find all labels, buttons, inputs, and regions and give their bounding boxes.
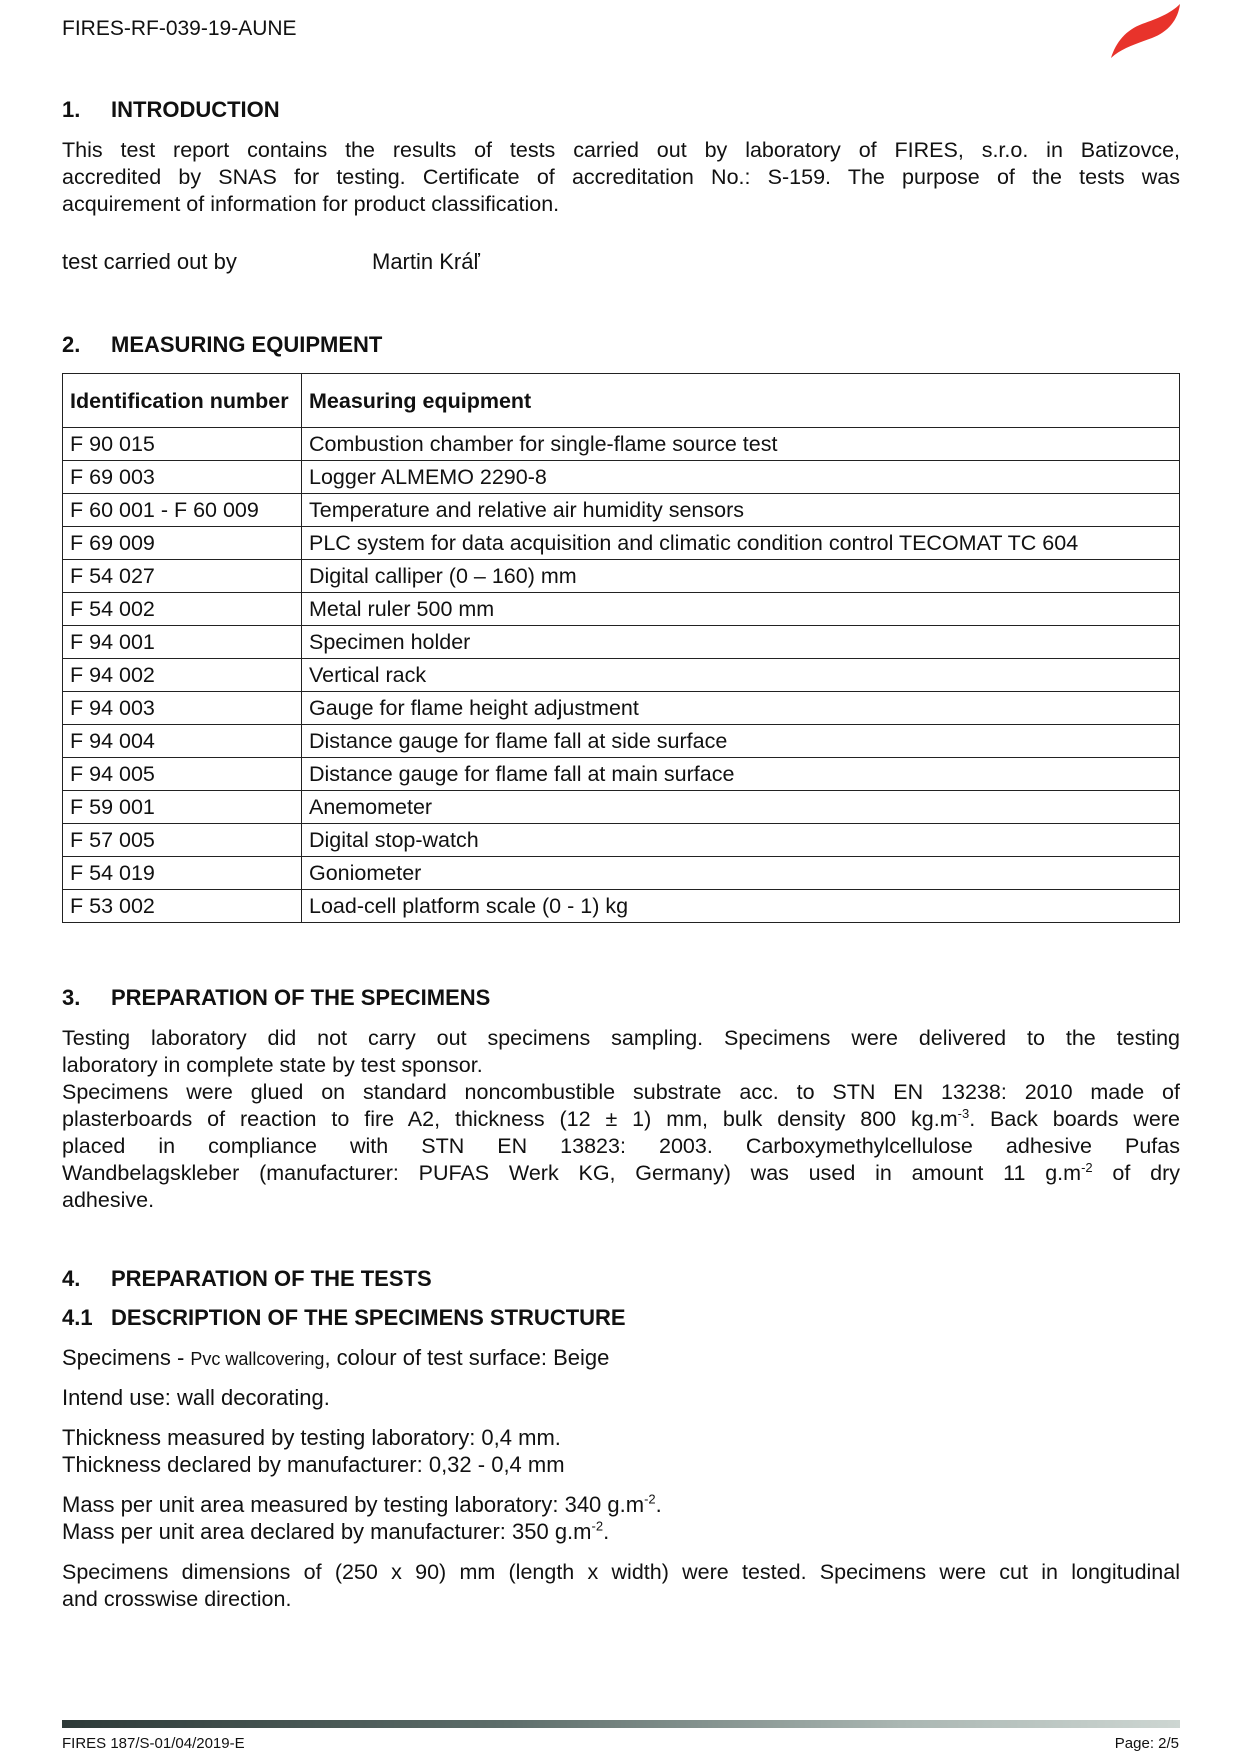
- table-row: [63, 857, 1180, 890]
- document-id: FIRES-RF-039-19-AUNE: [62, 17, 297, 40]
- text-run: Pvc wallcovering: [190, 1349, 325, 1369]
- text-run: Wandbelagskleber (manufacturer: PUFAS Werk KG, Germany) was used in amount 11 g.m: [62, 1161, 1082, 1185]
- table-row: [63, 461, 1180, 494]
- equipment-id: F 90 015: [63, 428, 302, 461]
- equipment-id: F 94 003: [63, 692, 302, 725]
- paragraph-line: Specimens were glued on standard noncombustible substrate acc. to STN EN 13238: 2010 made of: [62, 1080, 1180, 1104]
- paragraph-line: [62, 1106, 1180, 1133]
- section-title: PREPARATION OF THE TESTS: [111, 1266, 432, 1291]
- paragraph-line: [62, 1160, 1180, 1187]
- section-2-heading: [62, 332, 382, 358]
- carried-out-value: Martin Kráľ: [372, 249, 480, 274]
- text-run: Mass per unit area declared by manufacturer: 350 g.m: [62, 1519, 592, 1544]
- table-row: [63, 791, 1180, 824]
- section-number: 3.: [62, 985, 81, 1010]
- table-row: [63, 593, 1180, 626]
- table-row: [63, 725, 1180, 758]
- table-row: [63, 428, 1180, 461]
- equipment-id: F 54 019: [63, 857, 302, 890]
- equipment-name: Metal ruler 500 mm: [302, 593, 1180, 626]
- table-row: [63, 824, 1180, 857]
- text-run: .: [655, 1492, 662, 1517]
- paragraph-line: laboratory in complete state by test sponsor.: [62, 1053, 483, 1077]
- equipment-id: F 94 001: [63, 626, 302, 659]
- paragraph-line: placed in compliance with STN EN 13823: 2003. Carboxymethylcellulose adhesive Pufas: [62, 1134, 1180, 1158]
- table-row: [63, 758, 1180, 791]
- page-number: Page: 2/5: [1114, 1735, 1179, 1752]
- text-run: .: [603, 1519, 610, 1544]
- section-1-heading: [62, 97, 280, 123]
- equipment-id: F 69 003: [63, 461, 302, 494]
- equipment-name: Goniometer: [302, 857, 1180, 890]
- fires-flame-logo: [1108, 2, 1183, 60]
- section-4-heading: [62, 1266, 432, 1292]
- section-title: MEASURING EQUIPMENT: [111, 332, 383, 357]
- carried-out-label: test carried out by: [62, 249, 237, 274]
- equipment-name: Logger ALMEMO 2290-8: [302, 461, 1180, 494]
- text-run: Specimens -: [62, 1345, 191, 1370]
- equipment-table: [62, 373, 1180, 923]
- section-3-heading: [62, 985, 490, 1011]
- equipment-id: F 94 005: [63, 758, 302, 791]
- section-number: 2.: [62, 332, 81, 357]
- equipment-name: Digital stop-watch: [302, 824, 1180, 857]
- section-number: 1.: [62, 97, 81, 122]
- table-row: [63, 527, 1180, 560]
- equipment-id: F 94 002: [63, 659, 302, 692]
- superscript: -2: [644, 1491, 656, 1507]
- section-number: 4.1: [62, 1305, 93, 1330]
- specimens-paragraph: [62, 1025, 1180, 1214]
- table-row: [63, 494, 1180, 527]
- table-row: [63, 890, 1180, 923]
- superscript: -2: [591, 1518, 604, 1534]
- equipment-id: F 57 005: [63, 824, 302, 857]
- equipment-name: Specimen holder: [302, 626, 1180, 659]
- table-row: [63, 659, 1180, 692]
- subsection-4-1-heading: [62, 1305, 626, 1331]
- text-run: Mass per unit area measured by testing laboratory: 340 g.m: [62, 1492, 645, 1517]
- column-header-id: Identification number: [63, 374, 302, 428]
- paragraph-line: Testing laboratory did not carry out specimens sampling. Specimens were delivered to the testing: [62, 1026, 1180, 1050]
- section-title: DESCRIPTION OF THE SPECIMENS STRUCTURE: [111, 1305, 626, 1330]
- equipment-name: Gauge for flame height adjustment: [302, 692, 1180, 725]
- text-run: of dry: [1092, 1161, 1180, 1185]
- equipment-name: Temperature and relative air humidity sensors: [302, 494, 1180, 527]
- superscript: -3: [957, 1105, 970, 1121]
- paragraph-line: Specimens dimensions of (250 x 90) mm (length x width) were tested. Specimens were cut in longitudinal: [62, 1560, 1180, 1584]
- equipment-id: F 60 001 - F 60 009: [63, 494, 302, 527]
- text-run: , colour of test surface: Beige: [324, 1345, 610, 1370]
- equipment-id: F 54 002: [63, 593, 302, 626]
- footer-form-id: FIRES 187/S-01/04/2019-E: [62, 1735, 245, 1752]
- text-run: . Back boards were: [969, 1107, 1181, 1131]
- mass-measured-line: [62, 1492, 662, 1518]
- thickness-measured-line: Thickness measured by testing laboratory: 0,4 mm.: [62, 1425, 561, 1450]
- intend-use-line: Intend use: wall decorating.: [62, 1385, 330, 1410]
- column-header-equipment: Measuring equipment: [302, 374, 1180, 428]
- thickness-declared-line: Thickness declared by manufacturer: 0,32 - 0,4 mm: [62, 1452, 565, 1477]
- table-header-row: [63, 374, 1180, 428]
- equipment-name: Vertical rack: [302, 659, 1180, 692]
- specimens-line: [62, 1345, 609, 1371]
- equipment-name: Digital calliper (0 – 160) mm: [302, 560, 1180, 593]
- equipment-id: F 69 009: [63, 527, 302, 560]
- table-row: [63, 626, 1180, 659]
- mass-declared-line: [62, 1519, 609, 1545]
- equipment-name: Combustion chamber for single-flame source test: [302, 428, 1180, 461]
- table-row: [63, 560, 1180, 593]
- equipment-id: F 94 004: [63, 725, 302, 758]
- text-run: plasterboards of reaction to fire A2, thickness (12 ± 1) mm, bulk density 800 kg.m: [62, 1107, 958, 1131]
- section-title: PREPARATION OF THE SPECIMENS: [111, 985, 491, 1010]
- dimensions-paragraph: [62, 1559, 1180, 1613]
- footer-divider: [62, 1720, 1180, 1728]
- intro-paragraph: [62, 137, 1180, 218]
- paragraph-line: This test report contains the results of tests carried out by laboratory of FIRES, s.r.o. in Batizovce,: [62, 138, 1180, 162]
- equipment-name: Anemometer: [302, 791, 1180, 824]
- equipment-id: F 53 002: [63, 890, 302, 923]
- table-row: [63, 692, 1180, 725]
- paragraph-line: accredited by SNAS for testing. Certificate of accreditation No.: S-159. The purpose of the tests was: [62, 165, 1180, 189]
- equipment-name: Load-cell platform scale (0 - 1) kg: [302, 890, 1180, 923]
- paragraph-line: and crosswise direction.: [62, 1587, 292, 1611]
- paragraph-line: acquirement of information for product classification.: [62, 192, 560, 216]
- equipment-name: Distance gauge for flame fall at side surface: [302, 725, 1180, 758]
- equipment-id: F 59 001: [63, 791, 302, 824]
- equipment-name: PLC system for data acquisition and climatic condition control TECOMAT TC 604: [302, 527, 1180, 560]
- superscript: -2: [1081, 1159, 1093, 1175]
- equipment-name: Distance gauge for flame fall at main surface: [302, 758, 1180, 791]
- section-title: INTRODUCTION: [111, 97, 280, 122]
- paragraph-line: adhesive.: [62, 1188, 155, 1212]
- equipment-id: F 54 027: [63, 560, 302, 593]
- section-number: 4.: [62, 1266, 81, 1291]
